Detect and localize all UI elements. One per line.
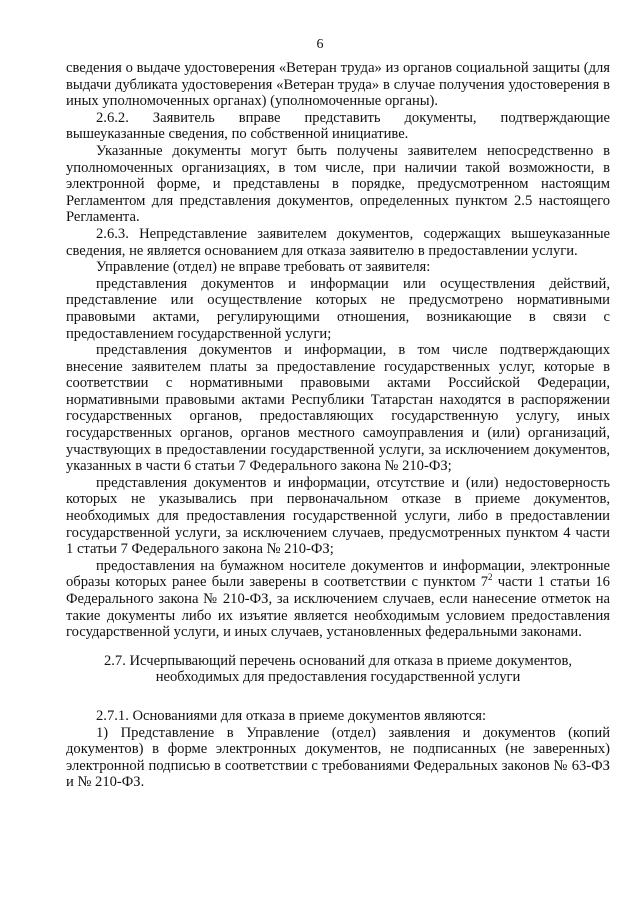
paragraph-documents-obtained: Указанные документы могут быть получены заявителем непосредственно в уполномоченных организациях, в том числе, при наличии такой возможности, в электронной форме, и представлены в порядке, предусмотренном настоящим Регламентом для представления документов, определенных пунктом 2.5 настоящего Регламента.	[66, 142, 610, 226]
paragraph-2-6-3: 2.6.3. Непредставление заявителем документов, содержащих вышеуказанные сведения, не является основанием для отказа заявителю в предоставлении услуги.	[66, 225, 610, 259]
paragraph-requirement-2: представления документов и информации, в том числе подтверждающих внесение заявителем платы за предоставление государственных услуг, которые в соответствии с нормативными правовыми актами Российской Федерации, нормативными правовыми актами Республики Татарстан находятся в распоряжении государственных органов, предоставляющих государственную услугу, иных государственных органов, органов местного самоуправления и (или) организаций, участвующих в предоставлении государственной услуги, за исключением документов, указанных в части 6 статьи 7 Федерального закона № 210-ФЗ;	[66, 342, 610, 475]
paragraph-not-entitled: Управление (отдел) не вправе требовать от заявителя:	[96, 259, 431, 276]
section-title-line-2: необходимых для предоставления государственной услуги	[155, 669, 521, 686]
section-title-line-1: 2.7. Исчерпывающий перечень оснований для отказа в приеме документов,	[103, 652, 573, 669]
page-number: 6	[316, 37, 324, 52]
paragraph-2-6-2: 2.6.2. Заявитель вправе представить документы, подтверждающие вышеуказанные сведения, по собственной инициативе.	[66, 109, 610, 143]
document-body	[66, 60, 610, 791]
section-title-2-7	[66, 653, 610, 686]
paragraph-requirement-3: представления документов и информации, отсутствие и (или) недостоверность которых не указывались при первоначальном отказе в приеме документов, необходимых для предоставления государственной услуги, либо в предоставлении государственной услуги, за исключением случаев, предусмотренных пунктом 4 части 1 статьи 7 Федерального закона № 210-ФЗ;	[66, 474, 610, 558]
superscript-note: 2	[488, 572, 493, 583]
paragraph-requirement-4	[66, 558, 610, 641]
paragraph-veteran-info: сведения о выдаче удостоверения «Ветеран труда» из органов социальной защиты (для выдачи дубликата удостоверения «Ветеран труда» в случае получения удостоверения в иных уполномоченных органах) (уполномоченные органы).	[66, 60, 610, 110]
paragraph-requirement-1: представления документов и информации или осуществления действий, представление или осуществление которых не предусмотрено нормативными правовыми актами, регулирующими отношения, возникающие в связи с предоставлением государственной услуги;	[66, 275, 610, 342]
paragraph-2-7-1: 2.7.1. Основаниями для отказа в приеме документов являются:	[96, 707, 487, 724]
paragraph-ground-1: 1) Представление в Управление (отдел) заявления и документов (копий документов) в форме электронных документов, не подписанных (не заверенных) электронной подписью в соответствии с требованиями Федеральных законов № 63-ФЗ и № 210-ФЗ.	[66, 724, 610, 791]
requirement-4-part-b: части 1 статьи 16 Федерального закона № 210-ФЗ, за исключением случаев, если нанесение отметок на такие документы либо их изъятие является необходимым условием предоставления государственной услуги, и иных случаев, установленных федеральными законами.	[66, 574, 610, 641]
requirement-4-part-a: предоставления на бумажном носителе документов и информации, электронные образы которых ранее были заверены в соответствии с пунктом 7	[66, 557, 610, 591]
